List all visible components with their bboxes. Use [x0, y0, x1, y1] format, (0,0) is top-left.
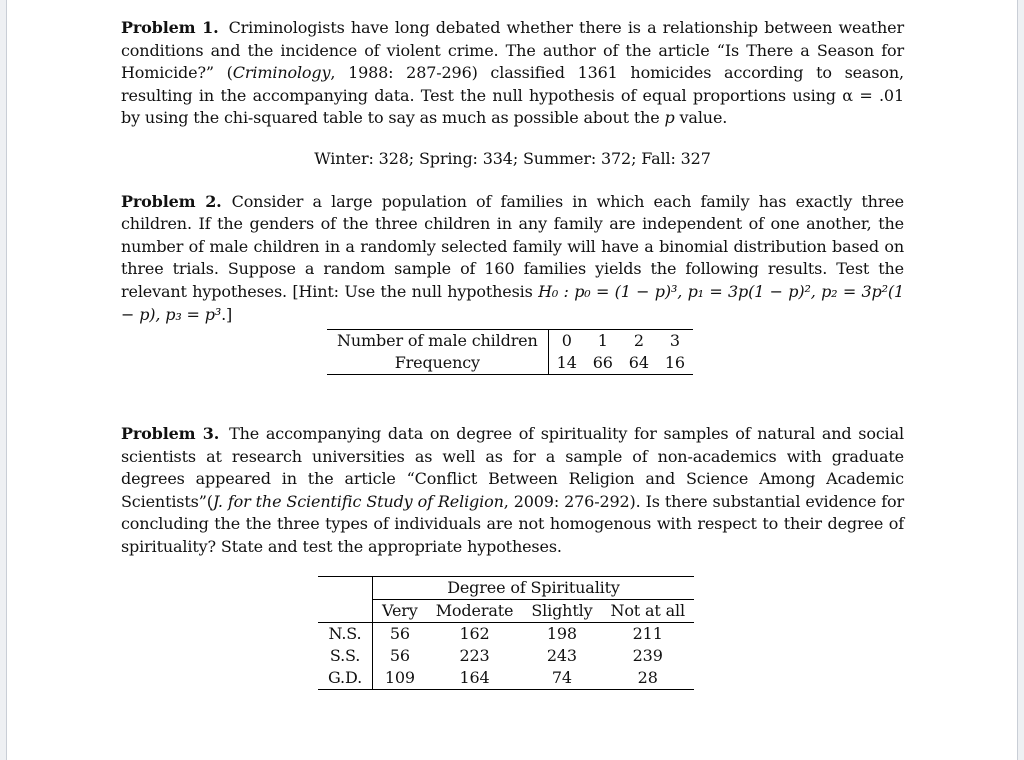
right-frame-edge [1017, 0, 1024, 760]
document-content [121, 17, 904, 687]
problem-1 [121, 17, 904, 130]
problem-3-text-a: The accompanying data on degree of spirituality for samples of natural and social scientists at research universities as well as for a sample of non-academics with graduate degrees appeared in the article “Conflict Between Religion and Science Among Academic Scientists”( [121, 424, 904, 511]
spirituality-table [318, 576, 694, 690]
problem-1-text-a: Criminologists have long debated whether there is a relationship between weather conditions and the incidence of violent crime. The author of the article “Is There a Season for Homicide?” ( [121, 18, 904, 83]
problem-2-label: Problem 2. [121, 191, 222, 211]
table-cell: 211 [632, 624, 663, 643]
problem-3-text-b: , 2009: 276-292). Is there substantial evidence for concluding the the three types of individuals are not homogenous with respect to their degree of spirituality? State and test the appropriate hypotheses. [121, 491, 904, 556]
table-cell: 223 [459, 646, 490, 665]
column-header: Slightly [522, 600, 601, 623]
table-cell: 164 [459, 668, 490, 687]
table-row [327, 330, 693, 353]
problem-2-hint-formula: H₀ : p₀ = (1 − p)³, p₁ = 3p(1 − p)², p₂ = 3p²(1 − p), p₃ = p³ [121, 281, 904, 324]
problem-1-text-c: value. [674, 108, 728, 128]
problem-1-pvar: p [664, 108, 675, 128]
table-cell: 3 [669, 331, 680, 350]
table-cell: 198 [546, 624, 577, 643]
column-header: Moderate [427, 600, 523, 623]
problem-2-hint-prefix: [Hint: Use the null hypothesis [292, 281, 539, 301]
table-row [318, 577, 694, 600]
table-cell: 2 [633, 331, 644, 350]
table-cell: 162 [459, 624, 490, 643]
table-row [318, 623, 694, 646]
male-children-table [327, 329, 693, 375]
problem-2-hint-suffix: .] [221, 304, 233, 324]
problem-1-text-b: , 1988: 287-296) classified 1361 homicides according to season, resulting in the accompanying data. Test the null hypothesis of equal proportions using α = .01 by using the chi-squared table to say as much as possible about the [121, 63, 904, 128]
table-cell: 243 [546, 646, 577, 665]
table-cell: 74 [551, 668, 572, 687]
row-label-frequency: Frequency [327, 352, 548, 375]
table-cell: 0 [561, 331, 572, 350]
table-cell: 14 [556, 353, 577, 372]
table-cell: 239 [632, 646, 663, 665]
row-label: N.S. [318, 623, 373, 646]
column-header: Not at all [601, 600, 693, 623]
row-label: S.S. [318, 645, 373, 667]
table-cell: 56 [389, 646, 410, 665]
problem-3 [121, 423, 904, 559]
table-row [318, 645, 694, 667]
table-cell: 1 [597, 331, 608, 350]
row-label-male-children: Number of male children [327, 330, 548, 353]
corner-cell [318, 577, 373, 600]
column-header: Very [373, 600, 427, 623]
problem-2-text: Consider a large population of families in which each family has exactly three children. If the genders of the three children in any family are independent of one another, the number of male children in a randomly selected family will have a binomial distribution based on three trials. Suppose a random sample of 160 families yields the following results. Test the relevant hypotheses. [121, 191, 904, 301]
table-cell: 64 [628, 353, 649, 372]
table-row [318, 600, 694, 623]
problem-2 [121, 191, 904, 327]
table-cell: 109 [384, 668, 415, 687]
table-cell: 56 [389, 624, 410, 643]
table-cell: 28 [637, 668, 658, 687]
problem-3-journal: J. for the Scientific Study of Religion [212, 491, 504, 511]
problem-1-data-line: Winter: 328; Spring: 334; Summer: 372; Fall: 327 [314, 148, 711, 168]
table-cell: 16 [664, 353, 685, 372]
problem-3-label: Problem 3. [121, 424, 220, 443]
table-row [327, 352, 693, 375]
corner-cell [318, 600, 373, 623]
group-header: Degree of Spirituality [373, 577, 694, 600]
problem-1-journal: Criminology [232, 63, 331, 83]
table-row [318, 667, 694, 690]
table-cell: 66 [592, 353, 613, 372]
left-frame-edge [0, 0, 7, 760]
row-label: G.D. [318, 667, 373, 690]
problem-1-label: Problem 1. [121, 18, 219, 37]
